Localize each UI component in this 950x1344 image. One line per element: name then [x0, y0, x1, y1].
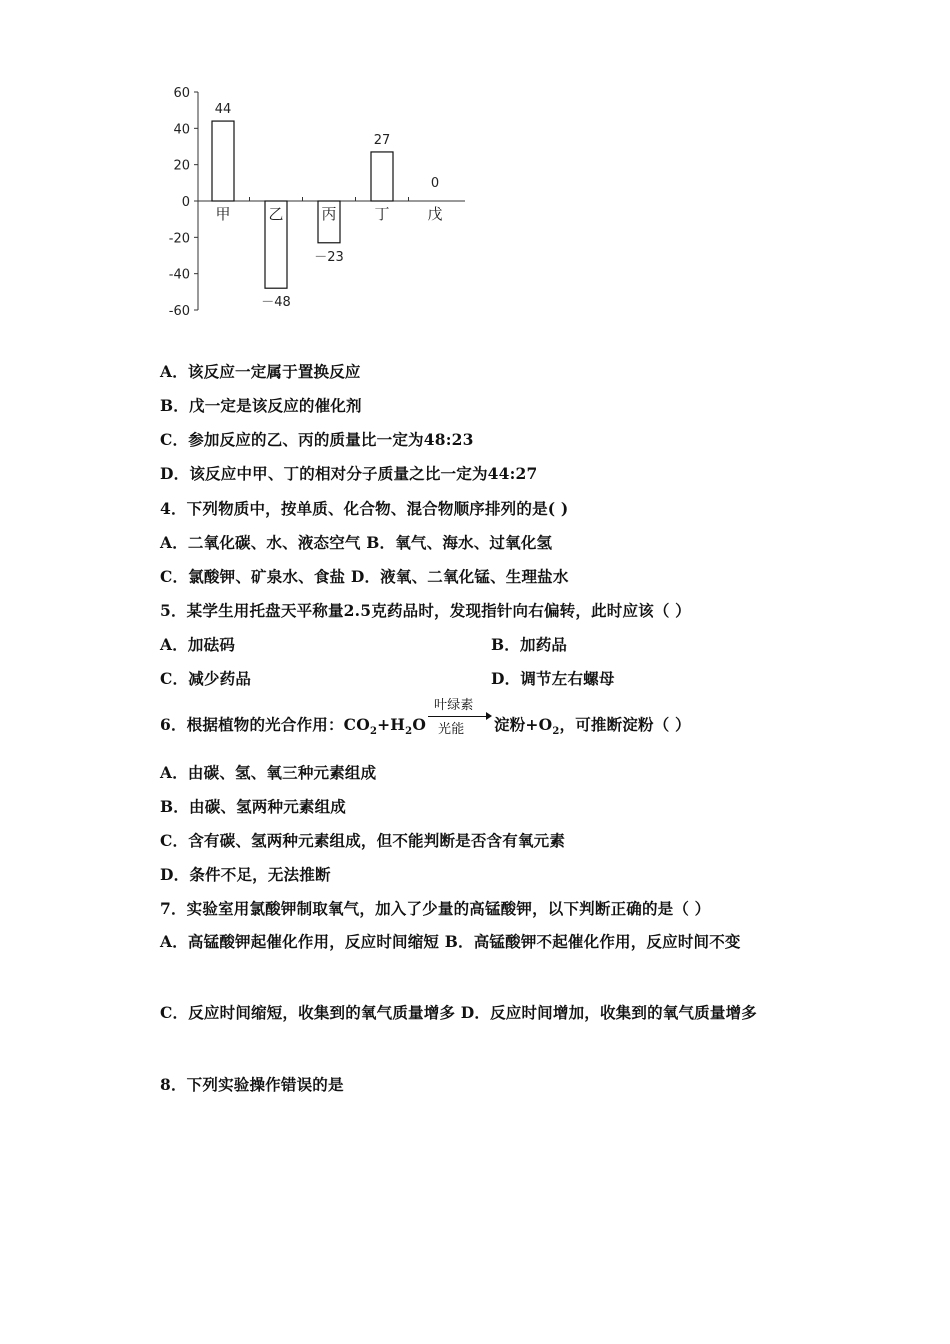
q3-option-d: D．该反应中甲、丁的相对分子质量之比一定为44:27	[160, 464, 538, 483]
q6-option-c: C．含有碳、氢两种元素组成，但不能判断是否含有氧元素	[160, 831, 566, 850]
q3-option-b: B．戊一定是该反应的催化剂	[160, 396, 362, 415]
value-label: －23	[314, 249, 344, 265]
value-label: 0	[430, 176, 440, 191]
q6-option-d: D．条件不足，无法推断	[160, 865, 331, 884]
q3-option-c: C．参加反应的乙、丙的质量比一定为48:23	[160, 430, 474, 449]
q6-sub1: 2	[369, 726, 378, 738]
q4-options-cd: C．氯酸钾、矿泉水、食盐 D．液氧、二氧化锰、生理盐水	[160, 567, 569, 586]
bar	[212, 121, 234, 201]
q5-option-a: A．加砝码	[160, 635, 236, 654]
y-tick-label: -20	[168, 231, 190, 247]
y-tick-label: -40	[168, 267, 190, 283]
q5-option-c: C．减少药品	[160, 669, 252, 688]
q6-sub3: 2	[552, 726, 560, 738]
bar	[371, 152, 393, 201]
value-label: 44	[214, 102, 232, 118]
reaction-arrow	[428, 698, 492, 737]
q5-option-d: D．调节左右螺母	[491, 669, 615, 688]
reaction-condition-bottom: 光能	[438, 722, 465, 737]
q6-sub2: 2	[405, 726, 413, 738]
q4-options-ab: A．二氧化碳、水、液态空气 B．氧气、海水、过氧化氢	[160, 533, 553, 552]
category-label: 丁	[374, 205, 390, 223]
y-tick-label: -60	[168, 304, 190, 319]
y-tick-label: 20	[173, 158, 190, 174]
q7-options-cd: C．反应时间缩短，收集到的氧气质量增多 D．反应时间增加，收集到的氧气质量增多	[160, 1003, 757, 1022]
q6-stem	[160, 698, 691, 738]
category-label: 甲	[215, 205, 231, 223]
q7-stem: 7．实验室用氯酸钾制取氧气，加入了少量的高锰酸钾，以下判断正确的是（ ）	[160, 899, 711, 918]
value-label: 27	[373, 132, 391, 148]
q7-options-ab: A．高锰酸钾起催化作用，反应时间缩短 B．高锰酸钾不起催化作用，反应时间不变	[160, 932, 741, 951]
bar-chart	[150, 78, 480, 328]
q6-prefix: 6．根据植物的光合作用：CO	[160, 715, 370, 734]
q8-stem: 8．下列实验操作错误的是	[160, 1075, 344, 1094]
q3-option-a: A．该反应一定属于置换反应	[160, 362, 361, 381]
y-tick-label: 0	[181, 195, 190, 210]
q6-option-b: B．由碳、氢两种元素组成	[160, 797, 347, 816]
reaction-condition-top: 叶绿素	[434, 698, 474, 713]
q6-option-a: A．由碳、氢、氧三种元素组成	[160, 763, 377, 782]
q6-o: O	[412, 715, 427, 734]
q6-mid: 淀粉+O	[494, 715, 553, 734]
category-label: 乙	[268, 205, 284, 223]
q6-suffix: ，可推断淀粉（ ）	[559, 715, 691, 734]
q5-option-b: B．加药品	[491, 635, 568, 654]
y-tick-label: 40	[173, 122, 190, 138]
arrow-line	[428, 716, 488, 717]
category-label: 丙	[321, 205, 337, 223]
value-label: －48	[261, 295, 291, 311]
q4-stem: 4．下列物质中，按单质、化合物、混合物顺序排列的是( )	[160, 499, 569, 518]
category-label: 戊	[427, 205, 443, 223]
arrow-head-icon	[486, 712, 492, 720]
q5-stem: 5．某学生用托盘天平称量2.5克药品时，发现指针向右偏转，此时应该（ ）	[160, 601, 691, 620]
y-tick-label: 60	[173, 86, 190, 101]
q6-plus: +H	[377, 715, 406, 734]
